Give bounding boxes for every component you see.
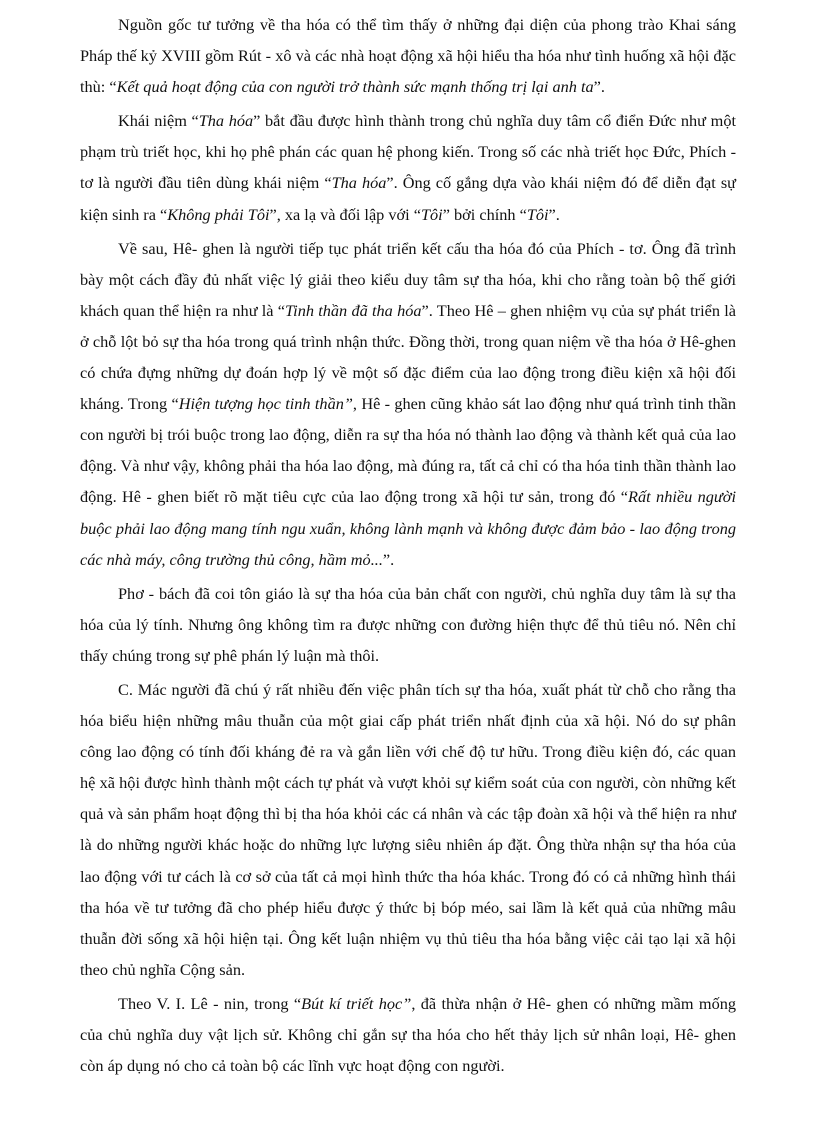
italic-term: Không phải Tôi <box>167 204 270 224</box>
text-run: Nguồn gốc tư tưởng về tha hóa có thể tìm thấy ở những đại diện của phong trào Khai sáng Pháp thế kỷ XVIII gồm Rút - xô và các nhà hoạt động xã hội hiểu tha hóa như tình huống xã hội đặc thù: “ <box>80 15 736 97</box>
italic-term: Tinh thần đã tha hóa <box>285 300 422 320</box>
paragraph-enlightenment-origins <box>80 9 736 102</box>
text-run: Theo V. I. Lê - nin, trong “ <box>118 993 302 1013</box>
text-run: ”. <box>548 204 560 224</box>
text-run: C. Mác người đã chú ý rất nhiều đến việc phân tích sự tha hóa, xuất phát từ chỗ cho rằng tha hóa biểu hiện những mâu thuẫn của một giai cấp phát triển nhất định của xã hội. Nó do sự phân công lao động có tính đối kháng đẻ ra và gắn liền với chế độ tư hữu. Trong điều kiện đó, các quan hệ xã hội được hình thành một cách tự phát và vượt khỏi sự kiểm soát của con người, còn những kết quả và sản phẩm hoạt động thì bị tha hóa khỏi các cá nhân và các tập đoàn xã hội và thể hiện ra như là do những người khác hoặc do những lực lượng siêu nhiên áp đặt. Ông thừa nhận sự tha hóa của lao động với tư cách là cơ sở của tất cả mọi hình thức tha hóa khác. Trong đó có cả những hình thái tha hóa về tư tưởng đã cho phép hiểu được ý thức bị bóp méo, sai lầm là kết quả của những mâu thuẫn đời sống xã hội hiện tại. Ông kết luận nhiệm vụ thủ tiêu tha hóa bằng việc cải tạo lại xã hội theo chủ nghĩa Cộng sản. <box>80 679 736 979</box>
italic-quote: Kết quả hoạt động của con người trở thành sức mạnh thống trị lại anh ta <box>116 77 594 97</box>
text-run: Về sau, Hê- ghen là người tiếp tục phát triển kết cấu tha hóa đó của Phích - tơ. Ông đã trình bày một cách đầy đủ nhất việc lý giải theo kiểu duy tâm sự tha hóa, khi cho rằng toàn bộ thế giới khách quan thể hiện ra như là “ <box>80 238 736 320</box>
text-run: ”. <box>382 549 395 569</box>
paragraph-german-idealism <box>80 105 736 229</box>
italic-quote: Rất nhiều người buộc phải lao động mang tính ngu xuẩn, không lành mạnh và không được đảm bảo - lao động trong các nhà máy, công trường thủ công, hầm mỏ... <box>80 487 737 569</box>
text-run: ”. <box>593 77 605 97</box>
italic-book-title: Hiện tượng học tinh thần” <box>178 394 353 414</box>
text-run: ”. Theo Hê – ghen nhiệm vụ của sự phát triển là ở chỗ lột bỏ sự tha hóa trong quá trình nhận thức. Đồng thời, trong quan niệm về tha hóa ở Hê-ghen có chứa đựng những dự đoán hợp lý về một số đặc điểm của lao động trong điều kiện xã hội đối kháng. Trong “ <box>80 300 736 414</box>
paragraph-lenin <box>80 988 736 1081</box>
text-run: ” bắt đầu được hình thành trong chủ nghĩa duy tâm cổ điển Đức như một phạm trù triết học, khi họ phê phán các quan hệ phong kiến. Trong số các nhà triết học Đức, Phích - tơ là người đầu tiên dùng khái niệm “ <box>80 111 736 193</box>
text-run: ”, xa lạ và đối lập với “ <box>269 204 421 224</box>
paragraph-marx <box>80 674 736 985</box>
text-run: Phơ - bách đã coi tôn giáo là sự tha hóa của bản chất con người, chủ nghĩa duy tâm là sự tha hóa của lý tính. Nhưng ông không tìm ra được những con đường hiện thực để thủ tiêu nó. Nên chỉ thấy chúng trong sự phê phán lý luận mà thôi. <box>80 583 736 665</box>
italic-term: Tôi <box>526 204 549 224</box>
paragraph-hegel <box>80 233 736 575</box>
text-run: ” bởi chính “ <box>442 204 527 224</box>
italic-term: Tôi <box>420 204 443 224</box>
italic-book-title: Bút kí triết học” <box>301 993 412 1013</box>
italic-term: Tha hóa <box>331 173 387 193</box>
paragraph-feuerbach <box>80 578 736 671</box>
text-run: ”. Ông cố gắng dựa vào khái niệm đó để diễn đạt sự kiện sinh ra “ <box>80 173 736 224</box>
italic-term: Tha hóa <box>198 111 254 131</box>
text-run: , Hê - ghen cũng khảo sát lao động như quá trình tinh thần con người bị trói buộc trong lao động, diễn ra sự tha hóa nó thành lao động và thành kết quả của lao động. Và như vậy, không phải tha hóa lao động, mà đúng ra, tất cả chỉ có tha hóa tinh thần thành lao động. Hê - ghen biết rõ mặt tiêu cực của lao động trong xã hội tư sản, trong đó “ <box>80 394 736 507</box>
text-run: , đã thừa nhận ở Hê- ghen có những mầm mống của chủ nghĩa duy vật lịch sử. Không chỉ gắn sự tha hóa cho hết thảy lịch sử nhân loại, Hê- ghen còn áp dụng nó cho cả toàn bộ các lĩnh vực hoạt động con người. <box>80 993 737 1076</box>
text-run: Khái niệm “ <box>118 111 199 131</box>
